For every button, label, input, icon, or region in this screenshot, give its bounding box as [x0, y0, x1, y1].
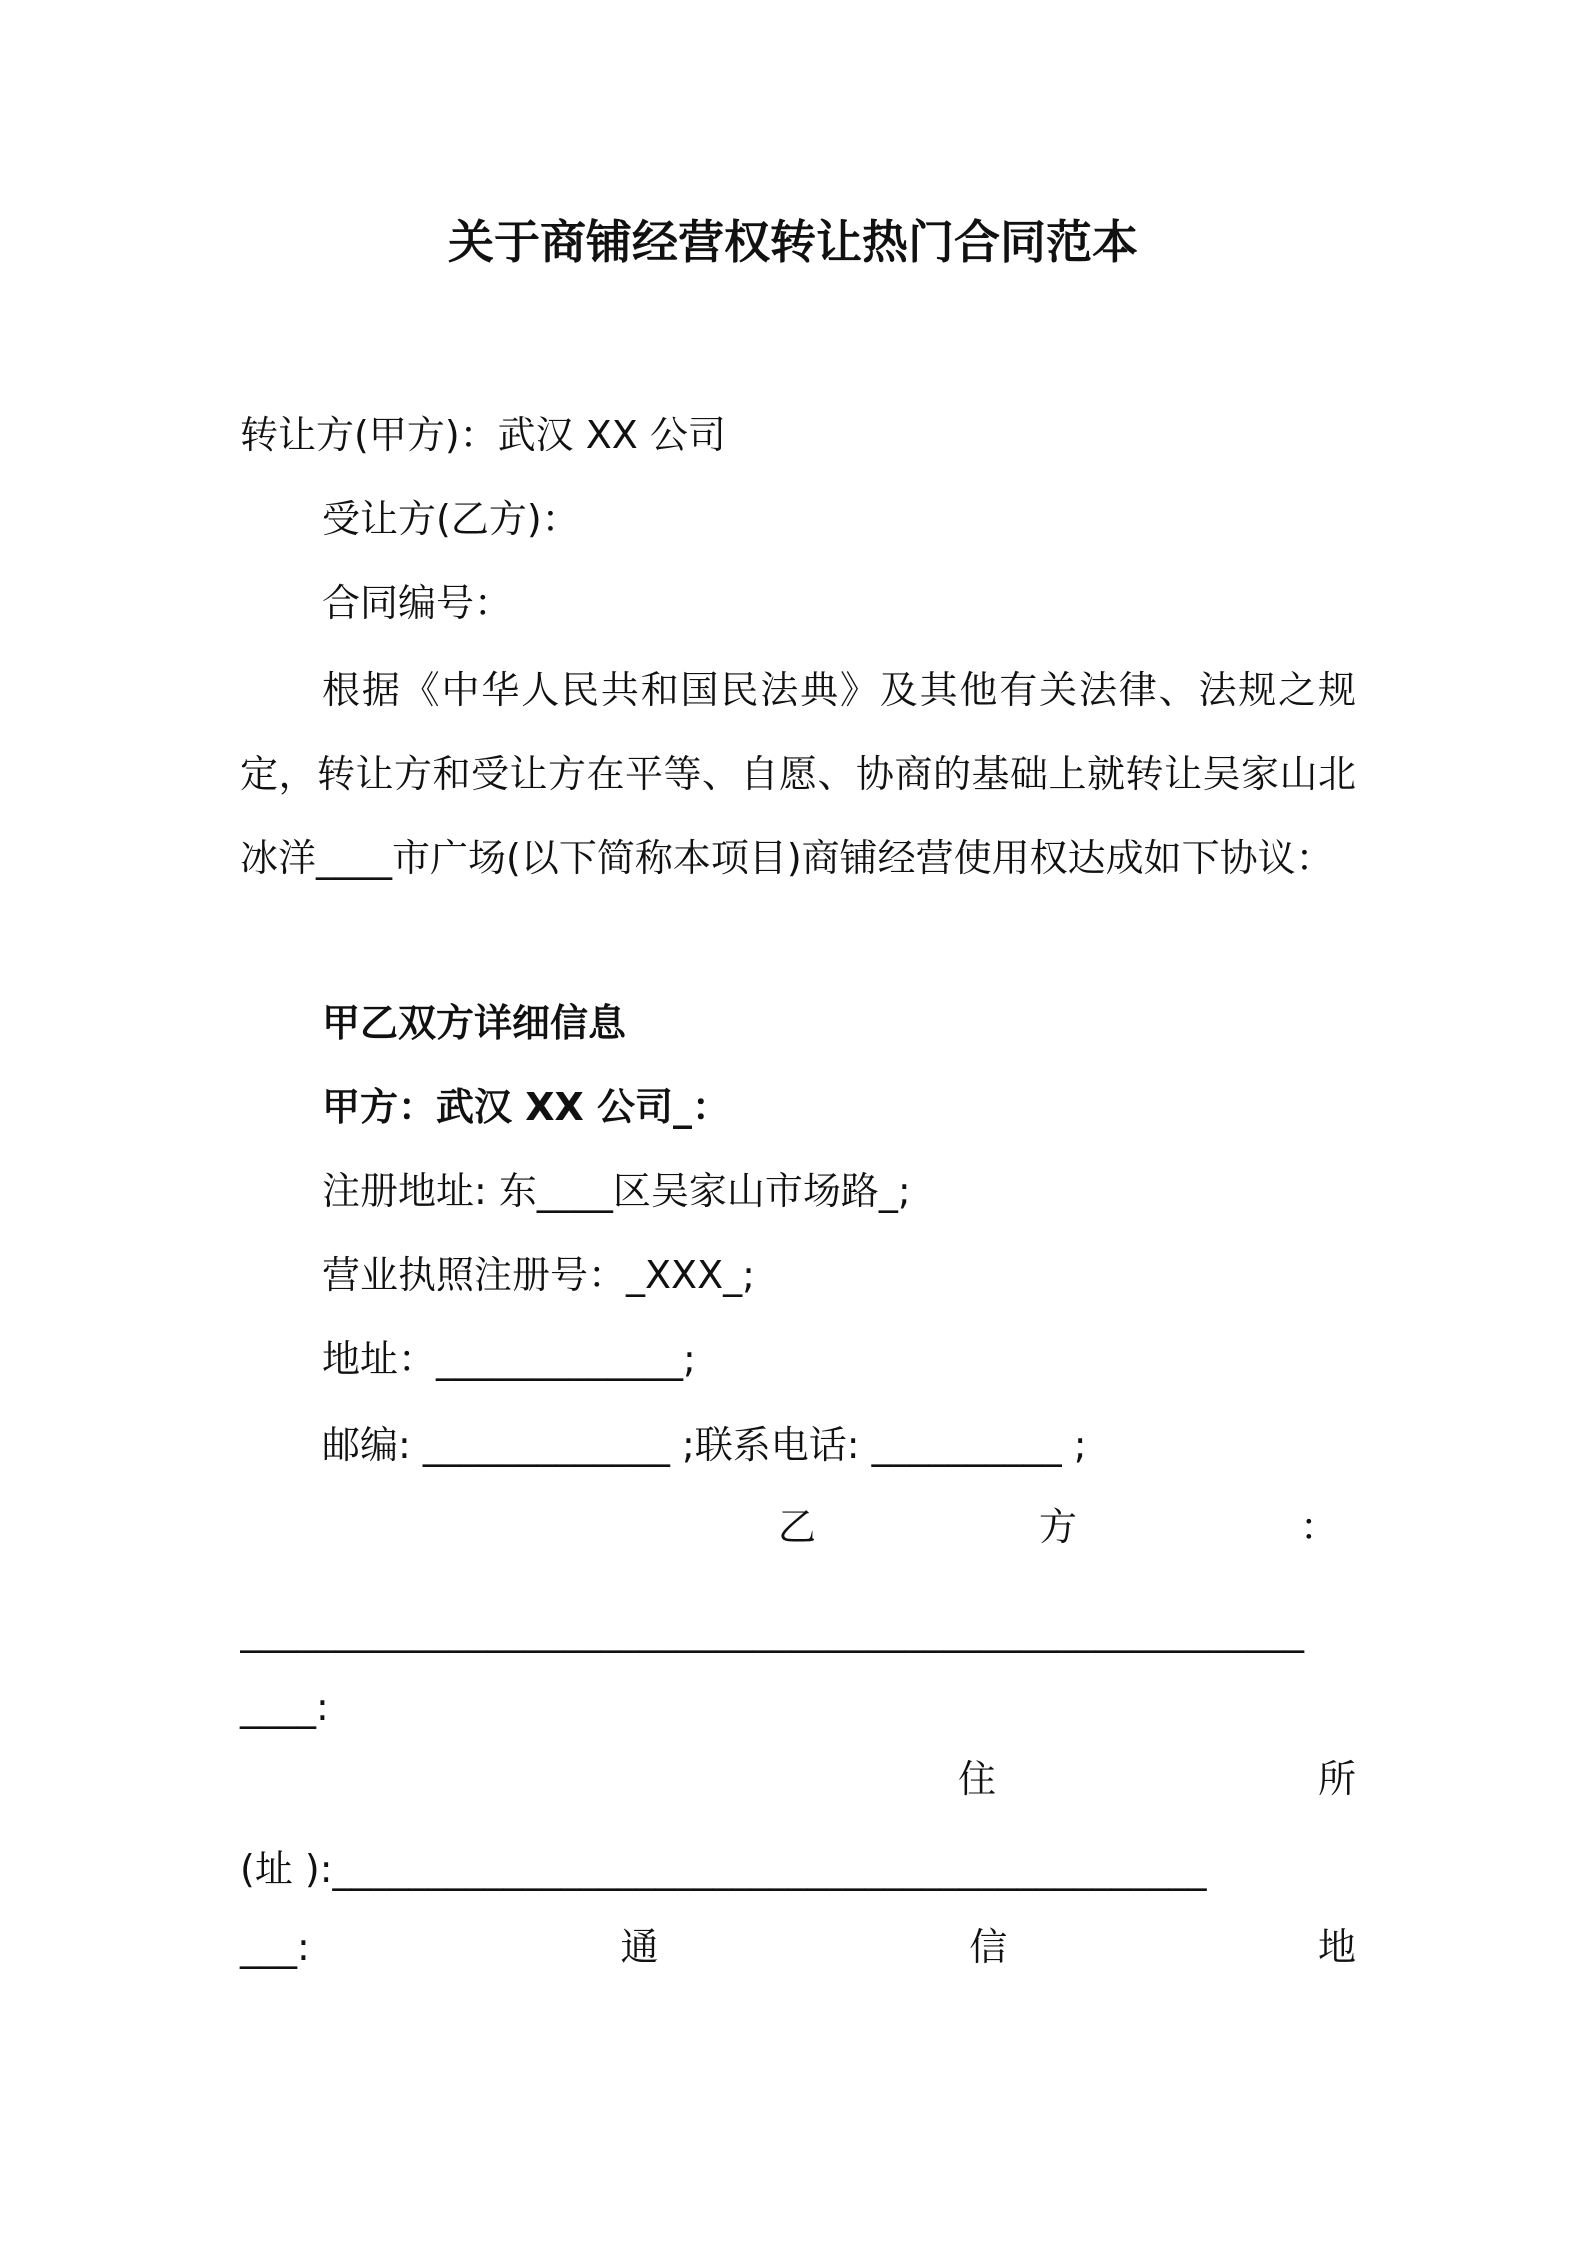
- transferor-line: 转让方(甲方)：武汉 XX 公司: [240, 413, 726, 457]
- residence-char: 所: [1317, 1757, 1356, 1801]
- party-b-char: 乙: [778, 1505, 817, 1549]
- party-b-label: [778, 1500, 1338, 1554]
- mailing-prefix: ___:: [240, 1925, 310, 1969]
- postcode-phone-line: 邮编: _____________ ;联系电话: __________ ;: [322, 1423, 1087, 1467]
- party-b-char: ：: [1299, 1505, 1338, 1549]
- business-license-line: 营业执照注册号：_XXX_;: [322, 1253, 755, 1297]
- address-line: 地址：_____________;: [322, 1337, 696, 1381]
- transferee-line: 受让方(乙方)：: [322, 497, 580, 541]
- document-title: 关于商铺经营权转让热门合同范本: [448, 215, 1138, 269]
- residence-label: [958, 1752, 1356, 1806]
- residence-line: (址 ):______________________________________________: [240, 1847, 1207, 1891]
- mailing-char: 信: [969, 1925, 1008, 1969]
- party-b-underline: ________________________________________________________: [240, 1609, 1304, 1653]
- section-heading: 甲乙双方详细信息: [322, 1001, 627, 1045]
- contract-number-line: 合同编号：: [322, 581, 513, 625]
- mailing-char: 地: [1317, 1925, 1356, 1969]
- mailing-address-line: [240, 1920, 1356, 1974]
- mailing-char: 通: [620, 1925, 659, 1969]
- party-a-line: 甲方：武汉 XX 公司_：: [322, 1085, 731, 1129]
- party-b-tail: ____:: [240, 1685, 329, 1729]
- party-b-char: 方: [1038, 1505, 1077, 1549]
- intro-paragraph: 根据《中华人民共和国民法典》及其他有关法律、法规之规定，转让方和受让方在平等、自愿、协商的基础上就转让吴家山北冰洋____市广场(以下简称本项目)商铺经营使用权达成如下协议：: [240, 668, 1356, 880]
- residence-char: 住: [958, 1757, 997, 1801]
- registered-address-line: 注册地址: 东____区吴家山市场路_;: [322, 1169, 911, 1213]
